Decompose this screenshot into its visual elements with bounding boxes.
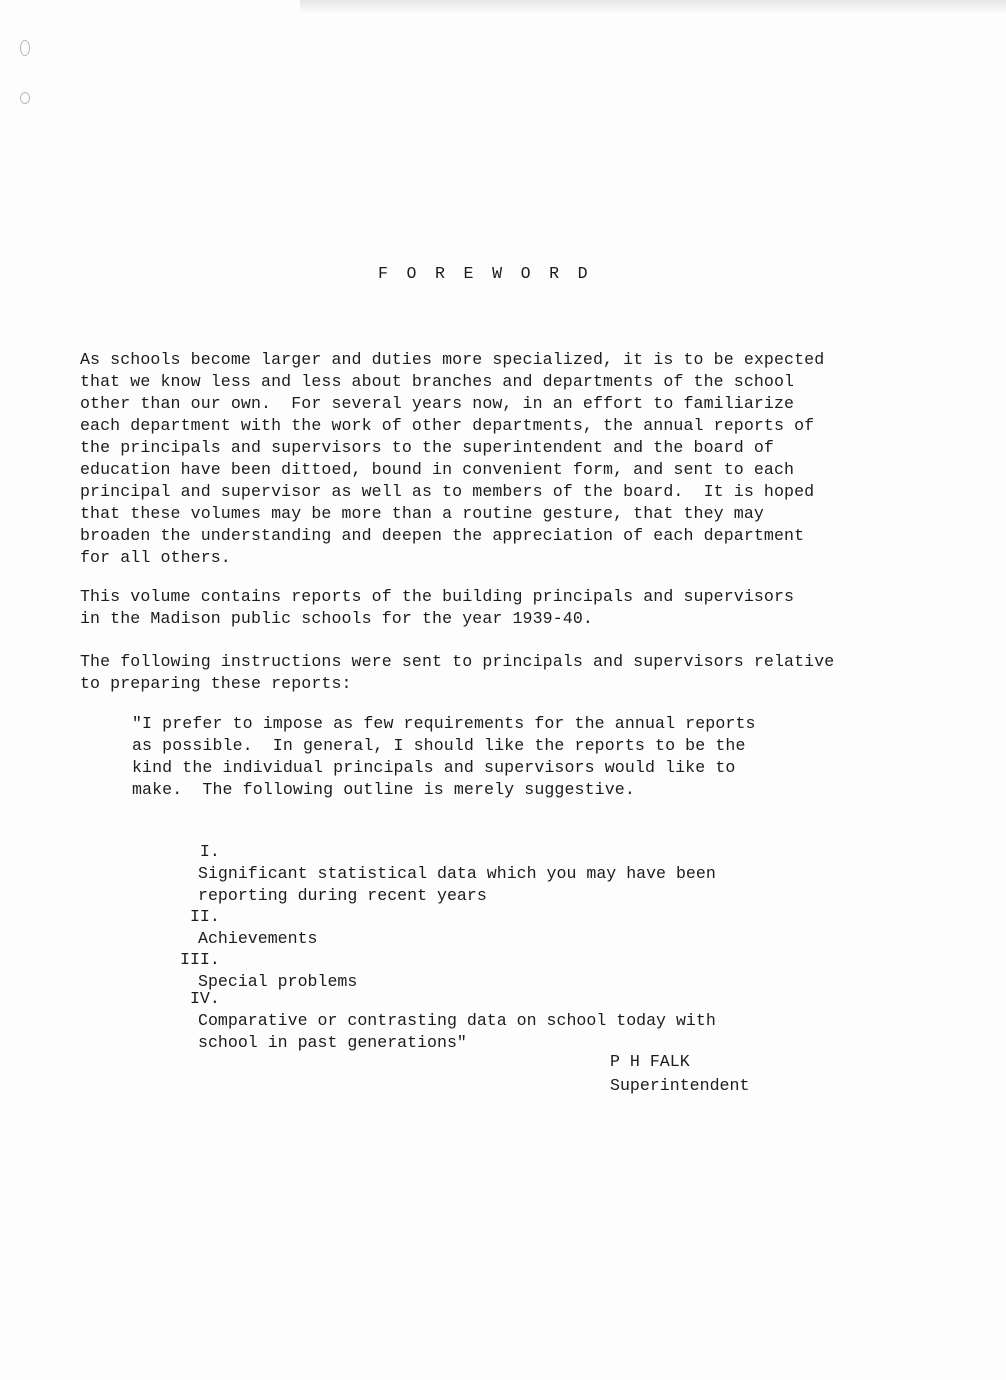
outline-numeral: III. [180,950,220,969]
page-title: F O R E W O R D [378,264,592,283]
quoted-instructions: "I prefer to impose as few requirements for the annual reports as possible. In general, I should like the reports to be the kind the individual principals and supervisors would like to make. The following outline is merely suggestive. [132,714,756,799]
outline-text: Achievements [198,929,318,948]
instructions-paragraph: The following instructions were sent to principals and supervisors relative to preparing these reports: [80,652,835,693]
outline-numeral: IV. [189,989,220,1008]
outline-numeral: II. [189,907,220,926]
signature-role: Superintendent [610,1076,750,1095]
signature-name: P H FALK [610,1052,690,1071]
intro-paragraph: As schools become larger and duties more specialized, it is to be expected that we know less and less about branches and departments of the school other than our own. For several years now, in an effort to familiarize each department with the work of other departments, the annual reports of the principals and supervisors to the superintendent and the board of education have been dittoed, bound in convenient form, and sent to each principal and supervisor as well as to members of the board. It is hoped that these volumes may be more than a routine gesture, that they may broaden the understanding and deepen the appreciation of each department for all others. [80,350,825,567]
outline-text: Significant statistical data which you may have been reporting during recent years [198,864,716,905]
outline-text: Comparative or contrasting data on school today with school in past generations" [198,1011,716,1052]
punch-hole-mark [20,92,30,104]
signature-block [610,1050,749,1098]
punch-hole-mark [20,40,30,56]
outline-numeral: I. [199,842,220,861]
scan-shadow [300,0,1006,14]
outline-text: Special problems [198,972,358,991]
volume-paragraph: This volume contains reports of the building principals and supervisors in the Madison public schools for the year 1939-40. [80,587,795,628]
